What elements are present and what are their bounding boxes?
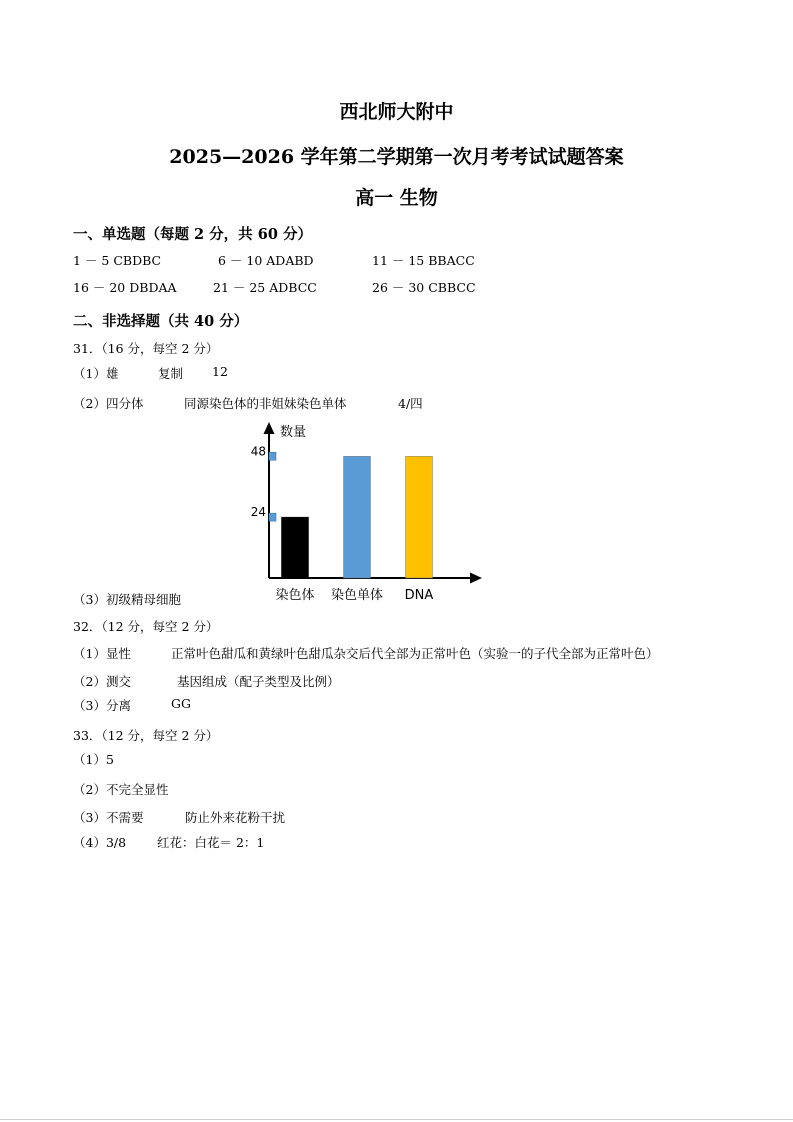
bar bbox=[344, 456, 371, 578]
subject-title: 高一 生物 bbox=[355, 187, 438, 209]
page-bottom-rule bbox=[0, 1119, 793, 1120]
y-tick-label: 48 bbox=[250, 444, 266, 459]
q31-answer-2c: 4/四 bbox=[398, 396, 423, 411]
q31-answer-1b: 复制 bbox=[158, 366, 184, 381]
bar bbox=[406, 456, 433, 578]
section2-heading: 二、非选择题（共 40 分） bbox=[73, 313, 249, 330]
y-tick-marker bbox=[269, 513, 276, 521]
section1-heading: 一、单选题（每题 2 分，共 60 分） bbox=[73, 226, 312, 243]
q33-heading: 33．（12 分，每空 2 分） bbox=[73, 728, 219, 743]
x-category-label: DNA bbox=[404, 588, 434, 603]
answer-range: 16 － 20 DBDAA bbox=[73, 280, 177, 295]
answer-range: 1 － 5 CBDBC bbox=[73, 253, 162, 268]
x-category-label: 染色体 bbox=[275, 588, 315, 603]
y-axis-label: 数量 bbox=[280, 425, 307, 440]
y-axis-arrow bbox=[264, 422, 275, 434]
answer-range: 26 － 30 CBBCC bbox=[372, 280, 476, 295]
q32-answer-3a: （3）分离 bbox=[73, 698, 131, 713]
q31-answer-2a: （2）四分体 bbox=[73, 396, 144, 411]
q31-answer-3: （3）初级精母细胞 bbox=[73, 592, 181, 607]
q32-answer-3b: GG bbox=[171, 696, 191, 711]
q32-answer-2b: 基因组成（配子类型及比例） bbox=[177, 674, 340, 689]
answer-range: 6 － 10 ADABD bbox=[218, 253, 314, 268]
exam-title: 2025—2026 学年第二学期第一次月考考试试题答案 bbox=[169, 146, 624, 168]
x-category-label: 染色单体 bbox=[330, 588, 384, 603]
q32-answer-2a: （2）测交 bbox=[73, 674, 131, 689]
q31-answer-1c: 12 bbox=[212, 364, 228, 379]
q31-answer-1a: （1）雄 bbox=[73, 366, 119, 381]
q33-answer-4b: 红花：白花＝ 2：1 bbox=[157, 835, 265, 850]
q33-answer-1: （1）5 bbox=[73, 752, 114, 767]
answer-range: 21 － 25 ADBCC bbox=[213, 280, 317, 295]
q31-answer-2b: 同源染色体的非姐妹染色单体 bbox=[184, 396, 347, 411]
q32-answer-1b: 正常叶色甜瓜和黄绿叶色甜瓜杂交后代全部为正常叶色（实验一的子代全部为正常叶色） bbox=[171, 646, 659, 661]
bar-chart bbox=[250, 420, 490, 605]
q33-answer-3a: （3）不需要 bbox=[73, 810, 144, 825]
q32-heading: 32．（12 分，每空 2 分） bbox=[73, 619, 219, 634]
y-tick-marker bbox=[269, 452, 276, 460]
answer-range: 11 － 15 BBACC bbox=[372, 253, 475, 268]
school-title: 西北师大附中 bbox=[339, 101, 454, 123]
bar bbox=[282, 517, 309, 578]
q33-answer-4a: （4）3/8 bbox=[73, 835, 127, 850]
y-tick-label: 24 bbox=[250, 505, 266, 520]
q33-answer-2: （2）不完全显性 bbox=[73, 782, 169, 797]
q31-heading: 31．（16 分，每空 2 分） bbox=[73, 341, 219, 356]
x-axis-arrow bbox=[470, 573, 482, 584]
q32-answer-1a: （1）显性 bbox=[73, 646, 131, 661]
q33-answer-3b: 防止外来花粉干扰 bbox=[185, 810, 286, 825]
